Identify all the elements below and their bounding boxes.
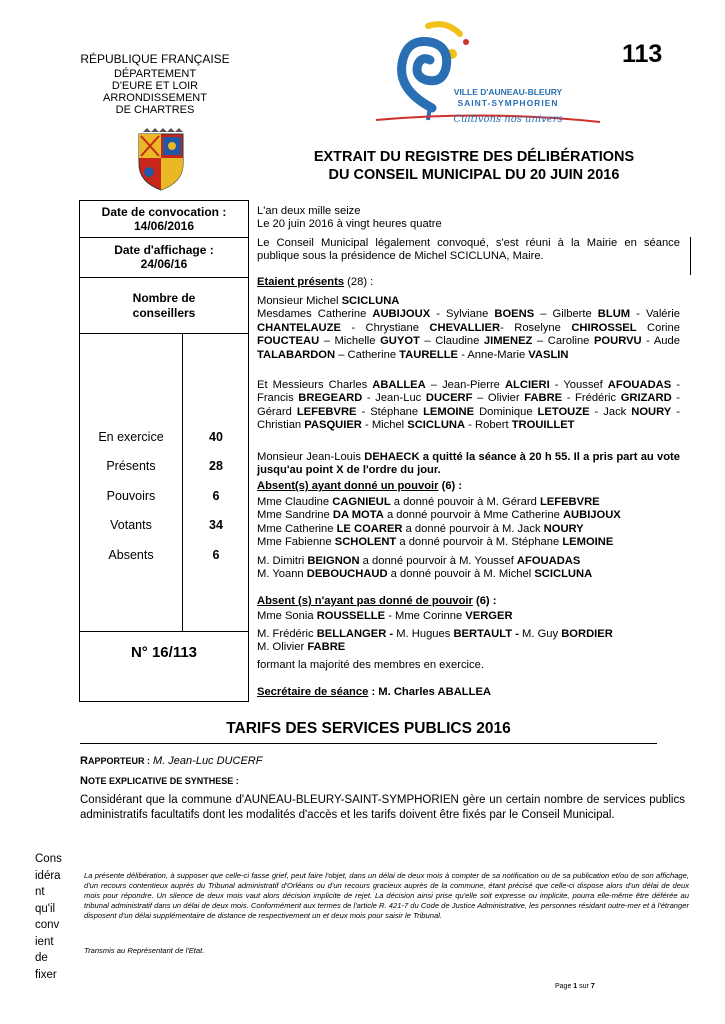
footer-current: 1 — [573, 983, 578, 990]
member-name: Francis BREGEARD - — [257, 392, 376, 405]
year-line: L'an deux mille seize — [257, 205, 361, 217]
affichage-date: 24/06/16 — [140, 257, 188, 271]
absent-text: M. Olivier — [257, 641, 308, 653]
count-value: 6 — [212, 548, 220, 562]
deliberation-number: N° 16/113 — [130, 644, 198, 661]
absent-count: (6) : — [475, 595, 497, 607]
divider — [80, 277, 248, 278]
footer-total: 7 — [590, 983, 595, 990]
transmis-line: Transmis au Représentant de l'Etat. — [84, 946, 205, 955]
present-colon: : — [370, 276, 374, 288]
affichage-cell — [80, 243, 248, 271]
page-number: 113 — [622, 40, 663, 68]
member-name: Claudine JIMENEZ – — [435, 335, 548, 348]
nombre-label-2: conseillers — [132, 306, 196, 320]
absent-text: M. Guy — [522, 628, 562, 640]
pouvoir-heading — [257, 480, 680, 493]
arrondissement-name: DE CHARTRES — [115, 104, 195, 116]
fragment-line: nt — [35, 886, 45, 898]
secretary-line — [257, 686, 680, 699]
member-name: Michelle GUYOT – — [334, 335, 436, 348]
count-label: Pouvoirs — [106, 489, 156, 503]
absent-label: Absent (s) n'ayant pas donné de pouvoir — [257, 595, 473, 607]
proxy-line: Mme Claudine CAGNIEUL a donné pouvoir à M. Gérard LEFEBVRE — [257, 496, 600, 508]
member-name: Stéphane LEMOINE — [370, 405, 475, 418]
proxy-line: Mme Sandrine DA MOTA a donné pourvoir à Mme Catherine AUBIJOUX — [257, 509, 621, 522]
pouvoirs-list-2 — [257, 555, 680, 582]
fragment-line: Cons — [35, 853, 62, 865]
deliberation-info-box — [79, 200, 249, 702]
republic-header — [80, 53, 230, 116]
fragment-line: qu'il — [35, 902, 56, 915]
title-line-2: DU CONSEIL MUNICIPAL DU 20 JUIN 2016 — [328, 167, 620, 183]
department-name: D'EURE ET LOIR — [111, 80, 199, 92]
member-name: Youssef AFOUADAS - — [563, 379, 680, 391]
absent-name: BELLANGER - — [316, 628, 397, 640]
pouvoir-label: Absent(s) ayant donné un pouvoir — [257, 480, 439, 492]
absent-name: BORDIER — [561, 628, 613, 640]
margin-bar — [690, 237, 691, 275]
member-name: Jean-Pierre ALCIERI - — [442, 379, 564, 391]
absent-text: - Mme Corinne — [385, 610, 466, 622]
member-name: Frédéric GRIZARD - — [575, 392, 680, 405]
logo-slogan: Cultivons nos univers — [453, 114, 563, 125]
dehaeck-text: DEHAECK a quitté la séance à 20 h 55. Il a pris part au vote jusqu'au point X de l'ordre du jour. — [257, 451, 681, 477]
absent-line-1 — [257, 610, 680, 623]
convocation-date: 14/06/2016 — [133, 219, 195, 233]
rapporteur-line — [80, 755, 262, 767]
member-name: Catherine TAURELLE - — [347, 348, 468, 361]
present-heading — [257, 276, 680, 289]
member-name: Dominique LETOUZE - — [479, 405, 604, 418]
present-label: Etaient présents — [257, 276, 345, 288]
member-name: Corine FOUCTEAU – — [257, 321, 680, 348]
rapporteur-name: M. Jean-Luc DUCERF — [153, 755, 263, 767]
member-name: Michel SCICLUNA - — [371, 419, 476, 432]
secretary-label: Secrétaire de séance — [257, 686, 369, 698]
footer-sep: sur — [577, 983, 591, 990]
count-label: Présents — [106, 459, 156, 473]
page-footer — [555, 983, 595, 990]
member-name: Aude TALABARDON – — [257, 335, 680, 361]
town-logo — [368, 20, 608, 138]
session-date-block — [257, 205, 680, 232]
note-rest: OTE EXPLICATIVE DE SYNTHESE : — [87, 776, 239, 786]
note-label — [80, 776, 239, 786]
subject-rule — [80, 743, 657, 744]
member-name: Caroline POURVU - — [547, 335, 654, 348]
legal-notice: La présente délibération, à supposer que celle-ci fasse grief, peut faire l'objet, dans un délai de deux mois à compter de sa notification ou de sa publication et/ou de son affichage, d'un recours contentieux auprès du Tribunal administratif d'Orléans ou d'un recours gracieux auprès de la commune, étant précisé que celle-ci dispose alors d'un délai de deux mois pour répondre. Un silence de deux mois vaut alors décision implicite de rejet. La décision ainsi prise qu'elle soit expresse ou implicite, pourra elle-même être déférée au tribunal administratif dans un délai de deux mois. Conformément aux termes de l'article R. 421-7 du Code de Justice Administrative, les personnes résidant outre-mer et à l'étranger disposent d'un délai supplémentaire de distance de respectivement un et deux mois pour saisir le Tribunal. — [84, 871, 689, 920]
list-prefix: Mesdames — [257, 308, 318, 321]
rapporteur-initial: R — [80, 755, 88, 767]
fragment-line: ient — [35, 935, 54, 948]
absent-text: Mme Sonia — [257, 610, 317, 622]
member-name: Robert TROUILLET — [475, 419, 575, 432]
member-name: Charles ABALLEA – — [328, 379, 443, 391]
department-label: DÉPARTEMENT — [113, 68, 197, 80]
fragment-line: idéra — [35, 869, 61, 882]
count-value: 34 — [209, 518, 223, 532]
member-name: Roselyne CHIROSSEL — [514, 321, 637, 334]
proxy-line: Mme Catherine LE COARER a donné pourvoir à M. Jack NOURY — [257, 522, 584, 535]
monsieur-line — [257, 295, 680, 308]
column-divider — [182, 334, 183, 631]
affichage-label: Date d'affichage : — [114, 243, 214, 257]
secretary-name: Charles ABALLEA — [390, 686, 492, 698]
member-name: Jack NOURY - — [603, 405, 680, 418]
logo-line1: VILLE D'AUNEAU-BLEURY — [453, 87, 563, 97]
absent-name: FABRE — [307, 641, 346, 653]
member-name: Chrystiane CHEVALLIER- — [365, 321, 515, 334]
member-name: Gilberte BLUM - — [552, 308, 646, 321]
count-value: 40 — [209, 430, 223, 444]
member-name: Catherine AUBIJOUX - — [317, 308, 447, 321]
absent-heading — [257, 595, 680, 608]
title-line-1: EXTRAIT DU REGISTRE DES DÉLIBÉRATIONS — [313, 149, 635, 165]
subject-title: TARIFS DES SERVICES PUBLICS 2016 — [226, 720, 511, 737]
present-count: (28) — [347, 276, 368, 288]
fragment-line: de — [35, 952, 48, 964]
member-name: Gérard LEFEBVRE - — [257, 405, 371, 418]
member-name: Olivier FABRE - — [487, 392, 576, 405]
majority-line: formant la majorité des membres en exercice. — [257, 659, 484, 671]
proxy-line: M. Yoann DEBOUCHAUD a donné pouvoir à M. Michel SCICLUNA — [257, 568, 593, 581]
count-label: Votants — [110, 518, 152, 532]
monsieur-prefix: Monsieur Michel — [257, 295, 339, 307]
absent-line-2 — [257, 628, 680, 641]
nombre-label-1: Nombre de — [132, 291, 196, 305]
count-label: En exercice — [98, 430, 164, 444]
absent-name: VERGER — [465, 610, 513, 622]
fragment-line: fixer — [35, 968, 57, 981]
member-name: Anne-Marie VASLIN — [467, 348, 569, 361]
member-name: Sylviane BOENS – — [446, 308, 553, 321]
convocation-cell — [80, 205, 248, 233]
count-label: Absents — [108, 548, 154, 562]
count-value: 6 — [212, 489, 220, 503]
absent-text: M. Frédéric — [257, 628, 317, 640]
footer-prefix: Page — [555, 983, 574, 990]
republic-label: RÉPUBLIQUE FRANÇAISE — [80, 52, 230, 66]
divider — [80, 631, 248, 632]
coat-of-arms-crest — [135, 128, 187, 192]
logo-line2: SAINT-SYMPHORIEN — [457, 98, 559, 108]
pouvoir-count: (6) : — [441, 480, 463, 492]
pouvoirs-list — [257, 496, 680, 550]
proxy-line: Mme Fabienne SCHOLENT a donné pourvoir à M. Stéphane LEMOINE — [257, 536, 614, 549]
secretary-colon: : M. — [368, 686, 391, 698]
count-value: 28 — [209, 459, 223, 473]
member-name: Jean-Luc DUCERF – — [375, 392, 488, 405]
document-title — [240, 148, 708, 184]
note-initial: N — [80, 775, 88, 787]
dehaeck-note — [257, 451, 680, 478]
absent-name: ROUSSELLE — [316, 610, 386, 622]
nombre-cell — [80, 291, 248, 321]
convened-paragraph: Le Conseil Municipal légalement convoqué, s'est réuni à la Mairie en séance publique sous la présidence de Michel SCICLUNA, Maire. — [257, 237, 680, 263]
date-line: Le 20 juin 2016 à vingt heures quatre — [257, 218, 442, 231]
dehaeck-prefix: Monsieur Jean-Louis — [257, 451, 361, 463]
absent-line-3 — [257, 641, 680, 654]
messieurs-list — [257, 379, 680, 433]
member-name: Valérie CHANTELAUZE - — [257, 308, 680, 334]
absent-name: BERTAULT - — [453, 628, 523, 640]
present-members — [257, 295, 680, 362]
note-heading — [80, 775, 239, 787]
proxy-line: M. Dimitri BEIGNON a donné pourvoir à M. Youssef AFOUADAS — [257, 555, 581, 567]
divider — [80, 333, 248, 334]
monsieur-name: SCICLUNA — [341, 295, 400, 307]
member-name: Christian PASQUIER - — [257, 419, 372, 432]
fragment-column — [35, 851, 65, 983]
convocation-label: Date de convocation : — [101, 205, 227, 219]
divider — [80, 237, 248, 238]
absent-text: M. Hugues — [396, 628, 454, 640]
list-prefix: Et Messieurs — [257, 379, 329, 391]
mesdames-list — [257, 308, 680, 362]
arrondissement-label: ARRONDISSEMENT — [103, 92, 207, 104]
rapporteur-rest: APPORTEUR : — [87, 756, 150, 766]
rapporteur-label — [80, 756, 150, 766]
fragment-line: conv — [35, 919, 60, 931]
considerant-paragraph: Considérant que la commune d'AUNEAU-BLEURY-SAINT-SYMPHORIEN gère un certain nombre de services publics administratifs facultatifs dont les modalités d'accès et les tarifs doivent être fixés par le Conseil Municipal. — [80, 794, 685, 821]
